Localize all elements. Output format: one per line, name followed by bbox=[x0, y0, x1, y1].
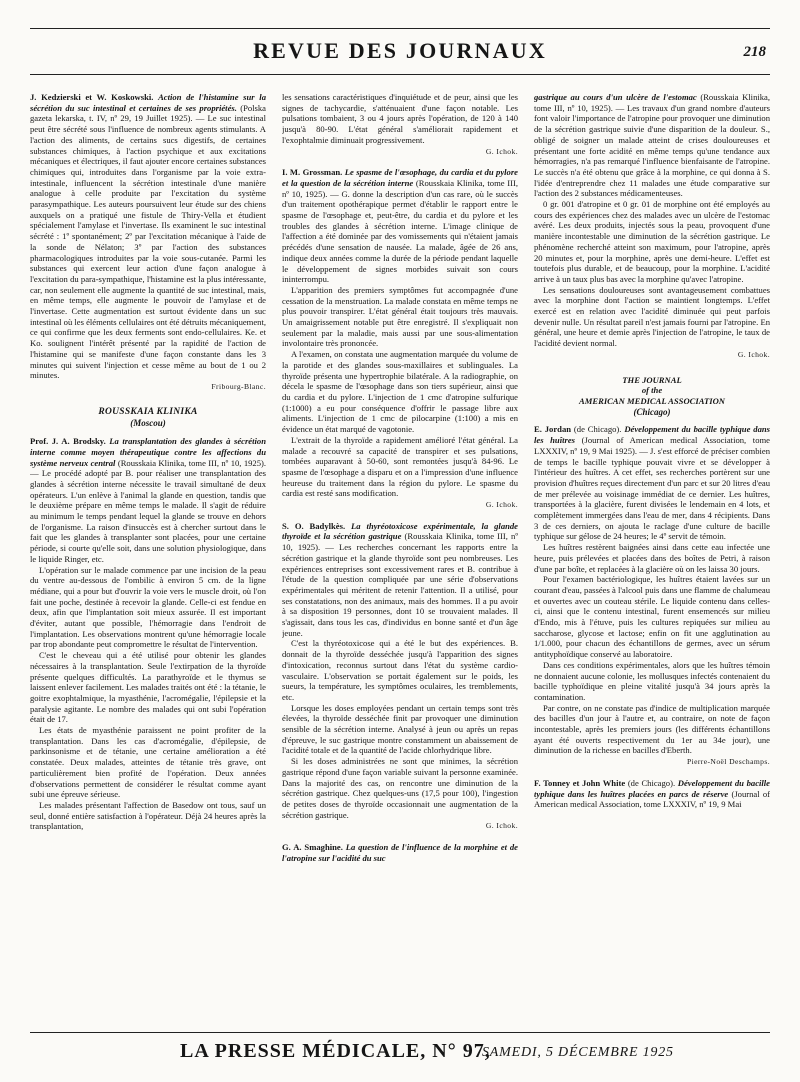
article-kedzierski bbox=[30, 92, 266, 381]
article-paragraph: C'est la thyréotoxicose qui a été le but des expériences. B. donnait de la thyroïde desséchée jusqu'à l'apparition des signes d'intoxication, reconnus surtout dans l'état du système cardio-vasculaire. L'observation se portait également sur le poids, les sueurs, la température, les symptômes oculaires, les tremblements, etc. bbox=[282, 638, 518, 702]
article-text: (Rousskaia Klinika, tome III, nº 10, 1925). — Le procédé adopté par B. pour réaliser une transplantation des glandes à sécrétion interne nécessite le travail simultané de deux opérateurs. L'un enlève à l'animal la glande en question, tandis que le deuxième prépare en même temps le malade. Il s'agit de réduire au minimum le temps pendant lequel la glande se trouve en dehors de l'organisme. La raison d'insuccès est à chercher surtout dans le fait que les glandes à transplanter sont placées, pour une certaine période, si courte qu'elle soit, dans une solution physiologique, dans le liquide Ringer, etc. bbox=[30, 457, 266, 564]
article-signature: G. Ichok. bbox=[737, 349, 770, 359]
journal-section-title-of: of the bbox=[641, 385, 663, 396]
article-title: La question de l'influence de la morphine et de l'atropine sur l'acidité du suc bbox=[282, 842, 518, 863]
footer-rule bbox=[30, 1032, 770, 1033]
column-1 bbox=[30, 92, 266, 1024]
article-authors: F. Tonney et John White bbox=[534, 777, 626, 788]
article-jordan bbox=[534, 424, 770, 542]
journal-section-title: ROUSSKAIA KLINIKA bbox=[98, 406, 198, 417]
article-paragraph: 0 gr. 001 d'atropine et 0 gr. 01 de morphine ont été employés au cours des expériences chez des malades avec un ulcère de l'estomac avéré. Les deux produits, injectés sous la peau, provoquent d'une manière incontestable une diminution de la sécrétion gastrique. Le phénomène recherché atteint son maximum, pour l'atropine, après 20 minutes et, pour la morphine, après une demi-heure. L'effet est toutefois plus durable, et de beaucoup, pour la morphine. L'acidité arrive à un taux plus bas avec la morphine qu'avec l'atropine. bbox=[534, 199, 770, 284]
article-paragraph: Dans ces conditions expérimentales, alors que les huîtres témoin ne donnaient aucune colonie, les mollusques infectés contenaient du bacille typhoïdique en pleine vitalité jusqu'à 34 jours après la contamination. bbox=[534, 659, 770, 702]
article-paragraph: Les huîtres restèrent baignées ainsi dans cette eau infectée une heure, puis prélevées et placées dans des boîtes de Petri, à raison d'une par boîte, et replacées à la glacière où on les laissa 30 jours. bbox=[534, 542, 770, 574]
article-paragraph: L'extrait de la thyroïde a rapidement amélioré l'état général. La malade a recouvré sa capacité de transpirer et ses pulsations, tombées auparavant à 50-60, sont remontées jusqu'à 84-96. Le spasme de l'œsophage a disparu et on a l'impression d'une influence heureuse du traitement dans la région du pylore. Le spasme du cardia est resté sans modification. bbox=[282, 434, 518, 499]
article-smaghine-cont bbox=[534, 92, 770, 199]
article-text: (Journal of American medical Association, tome LXXXIV, nº 19, 9 Mai 1925). — J. s'est efforcé de préciser combien de temps le bacille typhique pouvait vivre et se développer à l'intérieur des huîtres. A cet effet, ses recherches portèrent sur une provision d'huîtres reçues directement d'un parc et sur 20 litres d'eau de mer prélevée au voisinage immédiat de ce dernier. Les huîtres, transportées à la glacière, furent divisées le lendemain en 4 lots, et complètement immergées dans l'eau de mer, dans 4 récipients. Dans 3 de ces derniers, on ajouta le raclage d'une culture de bacille typhique sur gélose de 24 heures; le 4º servit de témoin. bbox=[534, 435, 770, 542]
article-title: La transplantation des glandes à sécrétion interne comme moyen thérapeutique contre les affections du système nerveux central bbox=[30, 436, 266, 468]
article-title: Le spasme de l'œsophage, du cardia et du pylore et la question de la sécrétion interne bbox=[282, 167, 518, 188]
journal-section-title: THE JOURNAL bbox=[622, 374, 682, 385]
article-text: (Rousskaia Klinika, tome III, nº 10, 1925). — Les travaux d'un grand nombre d'auteurs font valoir l'importance de l'atropine pour provoquer une diminution de la sécrétion gastrique suivie d'une disparition de la douleur. S., obligé de soigner un malade atteint de crises douloureuses et présentant une forte acidité en même temps qu'une tendance aux hémorragies, n'a pas remarqué l'influence bienfaisante de l'atropine. Le succès n'a été obtenu que grâce à la morphine, ce qui donna à S. l'idée d'entreprendre chez 11 malades une étude comparative sur l'action des 2 substances médicamenteuses. bbox=[534, 92, 770, 199]
article-authors: G. A. Smaghine. bbox=[282, 842, 343, 853]
article-signature: G. Ichok. bbox=[485, 500, 518, 510]
running-footer bbox=[30, 1040, 770, 1068]
article-paragraph: L'apparition des premiers symptômes fut accompagnée d'une cessation de la menstruation. La malade constata en même temps ne plus pouvoir transpirer. L'état général était toujours très mauvais. Un amaigrissement notable put être enregistré. Il s'expliquait non seulement par la maladie, mais aussi par une sous-alimentation involontaire très prononcée. bbox=[282, 284, 518, 349]
article-paragraph: Par contre, on ne constate pas d'indice de multiplication marquée des bacilles d'un jour à l'autre et, au contraire, on note de façon incontestable, après les premiers jours (les différents échantillons ayant été ouverts respectivement du 1er au 34e jour), une diminution de la richesse en bacilles d'Eberth. bbox=[534, 702, 770, 756]
article-paragraph: A l'examen, on constata une augmentation marquée du volume de la parotide et des glandes sous-maxillaires et sublinguales. La thyroïde présenta une hypertrophie bilatérale. A la radiographie, on décela le spasme de l'œsophage dans son tiers supérieur, ainsi que du cardia et du pylore. L'injection de 1 cmc d'atropine sulfurique (1:1000) a eu pour conséquence d'offrir le passage libre aux aliments. L'injection de 1 cmc de pilocarpine (1:100) a mis en évidence un état marqué de vagotonie. bbox=[282, 349, 518, 435]
article-authors: J. Kedzierski et W. Koskowski. bbox=[30, 92, 154, 102]
header-rule-top bbox=[30, 28, 770, 29]
article-authors: S. O. Badylkès. bbox=[282, 520, 346, 531]
article-brodsky bbox=[30, 436, 266, 564]
article-paragraph: Si les doses administrées ne sont que minimes, la sécrétion gastrique répond d'une façon variable suivant la personne examinée. Dans la majorité des cas, on rencontre une diminution de la sécrétion gastrique. Chez quelques-uns (17,5 pour 100), l'ingestion de petites doses de thyroïde occasionnait une augmentation de la sécrétion gastrique. bbox=[282, 756, 518, 820]
article-paragraph: Les sensations douloureuses sont avantageusement combattues avec la morphine dont l'action se maintient longtemps. L'effet exercé est en relation avec l'acidité diminuée qui peut parfois devenir nulle. Un résultat pareil n'est jamais fourni par l'atropine. En général, une heure et demie après l'injection de l'atropine, le taux de l'acidité devient normal. bbox=[534, 284, 770, 349]
article-paragraph: Les malades présentant l'affection de Basedow ont tous, sauf un seul, donné entière satisfaction à l'opérateur. Déjà 24 heures après la transplantation, bbox=[30, 800, 266, 832]
article-signature: G. Ichok. bbox=[485, 146, 518, 156]
footer-date: SAMEDI, 5 DÉCEMBRE 1925 bbox=[482, 1045, 674, 1060]
article-title: gastrique au cours d'un ulcère de l'estomac bbox=[534, 92, 697, 102]
article-badylkes bbox=[282, 521, 518, 639]
article-text: (Polska gazeta lekarska, t. IV, nº 29, 19 Juillet 1925). — Le suc intestinal peut être sécrété sous l'influence de nombreux agents stimulants. A l'action des aliments, de certains sucs digestifs, de certaines substances chimiques, à l'action psychique et aux excitations mécaniques et électriques, il faut ajouter encore certaines substances chimiques qui, introduites dans l'organisme par la voie extra-intestinale, influencent la sécrétion intestinale d'une manière analogue à celle produite par l'excitation du système parasympathique. Les auteurs poursuivent leur étude sur des chiens auxquels on a pratiqué une fistule de Thiry-Vella et étudient spécialement l'amylase et l'invertase. Ils examinent le suc intestinal sécrété : 1º spontanément; 2º par l'excitation mécanique à l'aide de la sonde de Nélaton; 3º par l'action des substances pharmacologiques introduites par la voie sous-cutanée. Parmi les substances qui exercent leur action d'une façon analogue à l'excitation du para-sympathique, l'histamine est la plus intéressante, car, non seulement elle augmente la quantité de suc intestinal, mais, en même temps, elle augmente le pouvoir de l'amylase et de l'invertase. Cette augmentation est surtout évidente dans un suc intestinal où les éléments cellulaires ont été détruits mécaniquement, ce qui confirme que les deux ferments sont endo-cellulaires. Ke. et Ko. soulignent l'intérêt présenté par la rapidité de l'action de l'histamine qui se manifeste d'une façon constante dans les 3 minutes qui suivent l'injection et cesse même au bout de 1 ou 2 minutes. bbox=[30, 102, 266, 381]
journal-section-place: (Moscou) bbox=[130, 418, 166, 429]
article-paragraph: C'est le cheveau qui a été utilisé pour obtenir les glandes nécessaires à la transplantation. Seule l'extirpation de la thyroïde présente quelques difficultés. La parathyroïde et le thymus se laissent enlever facilement. Les malades traités ont été : la tétanie, le goitre exophtalmique, la myasthénie, l'acromégalie, l'épilepsie et la paralysie agitante. Le nombre des malades qui ont subi l'opération était de 17. bbox=[30, 650, 266, 725]
journal-section-title-name: AMERICAN MEDICAL ASSOCIATION bbox=[579, 395, 725, 406]
article-text: (Rousskaia Klinika, tome III, nº 10, 1925). — G. donne la description d'un cas rare, où le succès d'un traitement opothérapique permet d'établir le rapport entre le spasme de l'œsophage et, peut-être, du cardia et du pylore et les troubles des glandes à sécrétion interne. L'image clinique de l'affection a été dominée par des vomissements qui n'étaient jamais précédés d'une sensation de nausée. La malade, âgée de 26 ans, indique deux années comme la durée de la période pendant laquelle le développement de signes morbides suivait son cours ininterrompu. bbox=[282, 177, 518, 285]
article-title: Développement du bacille typhique dans les huîtres bbox=[534, 424, 770, 446]
article-title: La thyréotoxicose expérimentale, la glande thyroïde et la sécrétion gastrique bbox=[282, 520, 518, 542]
article-affiliation: (de Chicago). bbox=[573, 424, 622, 435]
article-tonney-white bbox=[534, 778, 770, 810]
running-header bbox=[30, 30, 770, 70]
page-number: 218 bbox=[743, 44, 766, 60]
journal-section-place: (Chicago) bbox=[633, 406, 671, 417]
article-smaghine bbox=[282, 842, 518, 863]
column-2 bbox=[282, 92, 518, 1024]
article-paragraph: L'opération sur le malade commence par une incision de la peau du ventre au-dessous de l'ombilic à environ 5 cm. de la ligne médiane, qui a pour but d'ouvrir la voie vers le muscle droit, où l'on fait une poche, destinée à recevoir la glande. Celle-ci est fendue en deux, afin que l'implantation soit mieux assurée. Il est important d'éviter, autant que possible, l'hémorragie dans l'endroit de l'implantation. Les observations montrent qu'une hémorragie locale par trop abondante peut compromettre le résultat de l'intervention. bbox=[30, 564, 266, 650]
article-signature: Fribourg-Blanc. bbox=[211, 381, 266, 391]
article-paragraph: Pour l'examen bactériologique, les huîtres étaient lavées sur un courant d'eau, passées à l'alcool puis dans une flamme de chalumeau et ouvertes avec un couteau stérile. Le liquide contenu dans celles-ci, ainsi que le contenu intestinal, furent ensemencés sur milieu d'Endo, mis à l'étuve, puis les cultures repiquées sur milieu au saccharose, glycose et lactose; enfin on fit une agglutination au 1/1.000, pour chacun des échantillons de germes, avec un sérum antityphoïdique conservé au laboratoire. bbox=[534, 574, 770, 660]
article-title: Action de l'histamine sur la sécrétion du suc intestinal et certaines de ses propriétés. bbox=[30, 92, 266, 113]
article-affiliation: (de Chicago). bbox=[627, 777, 676, 788]
column-3 bbox=[534, 92, 770, 1024]
article-grossman bbox=[282, 167, 518, 285]
article-title: Développement du bacille typhique dans les huîtres placées en parcs de réserve bbox=[534, 777, 770, 799]
article-authors: I. M. Grossman. bbox=[282, 167, 343, 178]
page-title: REVUE DES JOURNAUX bbox=[253, 38, 547, 63]
footer-journal: LA PRESSE MÉDICALE, N° 97, bbox=[180, 1040, 491, 1062]
header-rule-bottom bbox=[30, 74, 770, 75]
article-paragraph: Lorsque les doses employées pendant un certain temps sont très élevées, la thyroïde desséchée finit par provoquer une diminution sensible de la sécrétion interne. Analysé à jeun ou après un repas d'épreuve, le suc gastrique montre constamment un abaissement de l'acidité totale et de la quantité de l'acide chlorhydrique libre. bbox=[282, 702, 518, 756]
article-paragraph: les sensations caractéristiques d'inquiétude et de peur, ainsi que les signes de tachycardie, s'atténuaient d'une façon notable. Les pulsations tombaient, 3 ou 4 jours après l'opération, de 120 à 140 jusqu'à 80-90. L'état général s'améliorait rapidement et l'exophtalmie diminuait progressivement. bbox=[282, 92, 518, 145]
article-authors: Prof. J. A. Brodsky. bbox=[30, 436, 106, 447]
article-paragraph: Les états de myasthénie paraissent ne point profiter de la transplantation. Dans les cas d'acromégalie, d'épilepsie, de parkinsonisme et de tétanie, une certaine amélioration a été constatée. Deux malades, atteintes de tétanie très grave, ont particulièrement bien profité de l'opération. Deux années d'observations permettent de considérer le résultat comme ayant subi une épreuve sérieuse. bbox=[30, 725, 266, 800]
article-text: (Journal of American medical Association, tome LXXXIV, nº 19, 9 Mai bbox=[534, 788, 770, 810]
article-signature: Pierre-Noël Deschamps. bbox=[686, 757, 770, 767]
article-signature: G. Ichok. bbox=[485, 821, 518, 831]
article-authors: E. Jordan bbox=[534, 424, 572, 435]
article-text: (Rousskaia Klinika, tome III, nº 10, 1925). — Les recherches concernant les rapports entre la sécrétion gastrique et la glande thyroïde sont peu nombreuses. Les expériences entreprises sont excessivement rares et B. contribue à l'étude de la question compliquée par une série d'observations expérimentales qui méritent de retenir l'attention. Il a utilisé, pour ses constatations, non des animaux, mais des hommes. Il a pu avoir à sa disposition 19 personnes, dont 10 se trouvaient malades. Il s'agissait, dans tous les cas, d'individus en bonne santé et d'un âge jeune. bbox=[282, 531, 518, 638]
